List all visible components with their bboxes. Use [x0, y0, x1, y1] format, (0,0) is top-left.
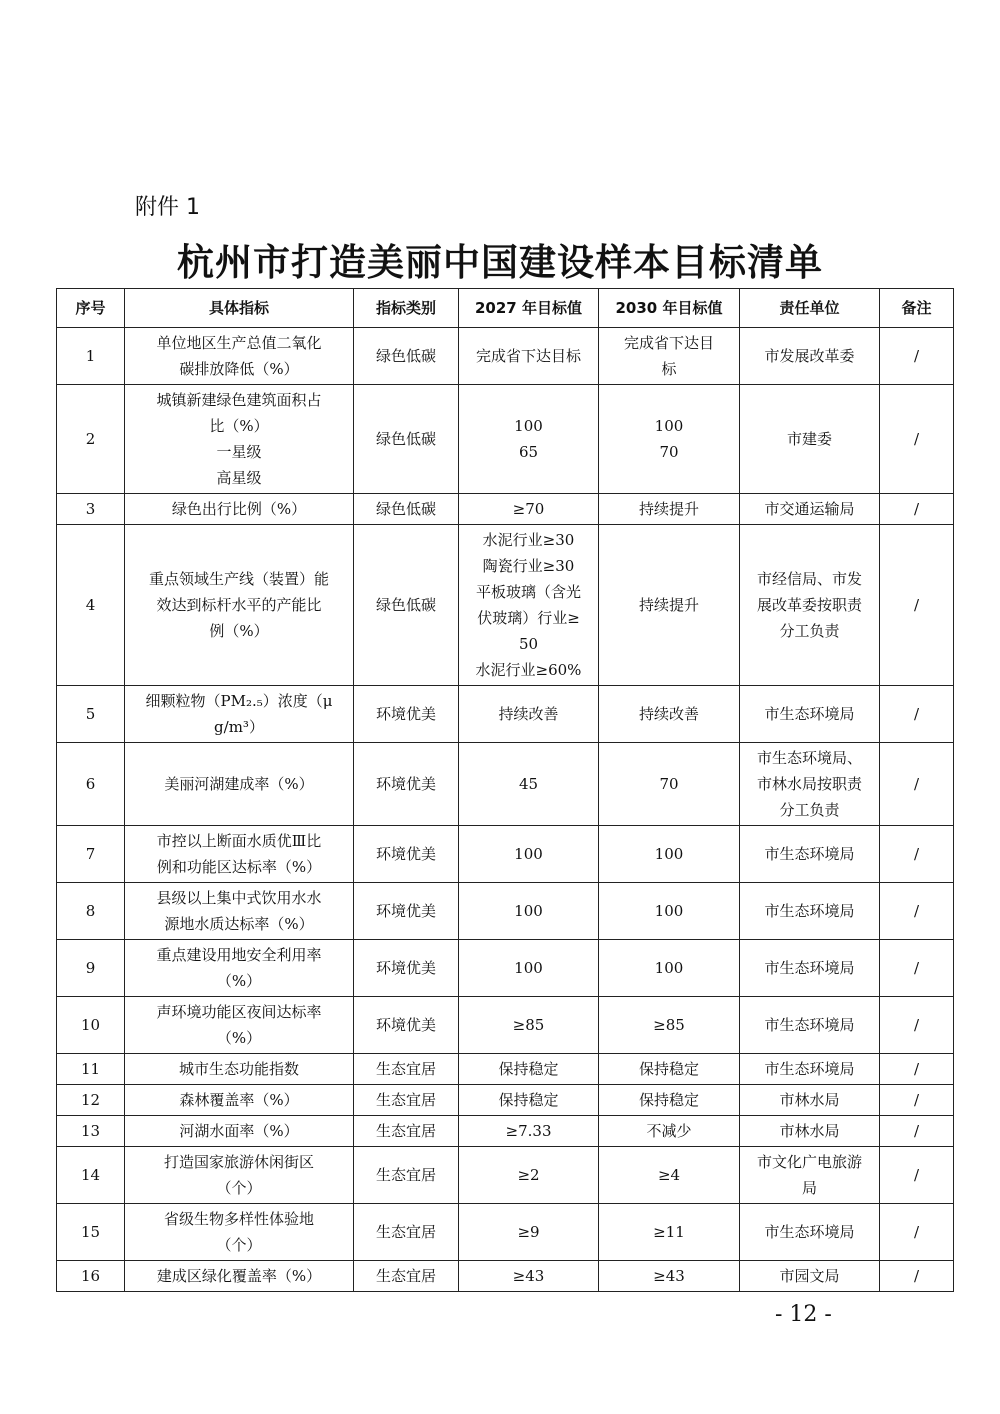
- cell-target-2027: ≥7.33: [459, 1116, 599, 1147]
- table-row: [57, 1116, 954, 1147]
- cell-category: 环境优美: [354, 686, 459, 743]
- cell-note: /: [880, 1204, 954, 1261]
- cell-indicator: 绿色出行比例（%）: [125, 494, 354, 525]
- cell-indicator: 森林覆盖率（%）: [125, 1085, 354, 1116]
- cell-target-2030: 保持稳定: [599, 1054, 740, 1085]
- cell-target-2030: 70: [599, 743, 740, 826]
- cell-target-2027: 100 65: [459, 385, 599, 494]
- table-row: [57, 1085, 954, 1116]
- cell-category: 绿色低碳: [354, 494, 459, 525]
- cell-note: /: [880, 328, 954, 385]
- cell-target-2027: ≥85: [459, 997, 599, 1054]
- cell-dept: 市生态环境局: [740, 826, 880, 883]
- table-row: [57, 743, 954, 826]
- cell-category: 环境优美: [354, 883, 459, 940]
- cell-no: 13: [57, 1116, 125, 1147]
- cell-indicator: 重点领域生产线（装置）能 效达到标杆水平的产能比 例（%）: [125, 525, 354, 686]
- cell-category: 绿色低碳: [354, 385, 459, 494]
- cell-category: 生态宜居: [354, 1054, 459, 1085]
- cell-dept: 市生态环境局: [740, 686, 880, 743]
- cell-target-2027: ≥2: [459, 1147, 599, 1204]
- cell-target-2027: 100: [459, 883, 599, 940]
- cell-target-2027: 100: [459, 940, 599, 997]
- table-row: [57, 328, 954, 385]
- header-no: 序号: [57, 289, 125, 328]
- cell-dept: 市林水局: [740, 1085, 880, 1116]
- cell-target-2027: 保持稳定: [459, 1085, 599, 1116]
- cell-target-2030: 100: [599, 940, 740, 997]
- cell-dept: 市文化广电旅游 局: [740, 1147, 880, 1204]
- cell-no: 3: [57, 494, 125, 525]
- cell-indicator: 打造国家旅游休闲街区 （个）: [125, 1147, 354, 1204]
- cell-target-2027: 100: [459, 826, 599, 883]
- cell-target-2030: ≥4: [599, 1147, 740, 1204]
- cell-no: 12: [57, 1085, 125, 1116]
- cell-category: 生态宜居: [354, 1085, 459, 1116]
- cell-target-2027: 持续改善: [459, 686, 599, 743]
- table-row: [57, 940, 954, 997]
- cell-dept: 市生态环境局: [740, 997, 880, 1054]
- cell-no: 15: [57, 1204, 125, 1261]
- cell-category: 环境优美: [354, 826, 459, 883]
- cell-target-2030: 不减少: [599, 1116, 740, 1147]
- cell-no: 1: [57, 328, 125, 385]
- cell-dept: 市生态环境局: [740, 883, 880, 940]
- cell-target-2030: 持续改善: [599, 686, 740, 743]
- table-row: [57, 883, 954, 940]
- cell-note: /: [880, 1261, 954, 1292]
- cell-indicator: 河湖水面率（%）: [125, 1116, 354, 1147]
- header-target-2027: 2027 年目标值: [459, 289, 599, 328]
- cell-dept: 市生态环境局、 市林水局按职责 分工负责: [740, 743, 880, 826]
- cell-no: 16: [57, 1261, 125, 1292]
- cell-category: 绿色低碳: [354, 328, 459, 385]
- cell-no: 11: [57, 1054, 125, 1085]
- cell-note: /: [880, 1116, 954, 1147]
- cell-indicator: 县级以上集中式饮用水水 源地水质达标率（%）: [125, 883, 354, 940]
- table-row: [57, 385, 954, 494]
- cell-dept: 市园文局: [740, 1261, 880, 1292]
- cell-note: /: [880, 1054, 954, 1085]
- header-indicator: 具体指标: [125, 289, 354, 328]
- cell-target-2027: 保持稳定: [459, 1054, 599, 1085]
- cell-indicator: 建成区绿化覆盖率（%）: [125, 1261, 354, 1292]
- cell-note: /: [880, 1147, 954, 1204]
- cell-category: 环境优美: [354, 940, 459, 997]
- attachment-label: 附件 1: [135, 195, 200, 220]
- cell-target-2030: 100: [599, 883, 740, 940]
- cell-category: 绿色低碳: [354, 525, 459, 686]
- document-title: 杭州市打造美丽中国建设样本目标清单: [177, 240, 823, 284]
- cell-indicator: 美丽河湖建成率（%）: [125, 743, 354, 826]
- table-row: [57, 1054, 954, 1085]
- cell-category: 生态宜居: [354, 1147, 459, 1204]
- cell-note: /: [880, 743, 954, 826]
- cell-no: 4: [57, 525, 125, 686]
- cell-indicator: 城镇新建绿色建筑面积占 比（%） 一星级 高星级: [125, 385, 354, 494]
- cell-category: 环境优美: [354, 997, 459, 1054]
- table-row: [57, 997, 954, 1054]
- cell-note: /: [880, 494, 954, 525]
- header-category: 指标类别: [354, 289, 459, 328]
- cell-note: /: [880, 997, 954, 1054]
- cell-indicator: 声环境功能区夜间达标率 （%）: [125, 997, 354, 1054]
- cell-dept: 市生态环境局: [740, 1204, 880, 1261]
- cell-indicator: 细颗粒物（PM₂.₅）浓度（μ g/m³）: [125, 686, 354, 743]
- cell-target-2027: ≥43: [459, 1261, 599, 1292]
- cell-target-2027: ≥9: [459, 1204, 599, 1261]
- cell-dept: 市经信局、市发 展改革委按职责 分工负责: [740, 525, 880, 686]
- cell-dept: 市建委: [740, 385, 880, 494]
- cell-note: /: [880, 940, 954, 997]
- cell-note: /: [880, 1085, 954, 1116]
- cell-target-2027: ≥70: [459, 494, 599, 525]
- table-row: [57, 525, 954, 686]
- cell-dept: 市生态环境局: [740, 940, 880, 997]
- cell-target-2030: 持续提升: [599, 525, 740, 686]
- cell-indicator: 城市生态功能指数: [125, 1054, 354, 1085]
- header-note: 备注: [880, 289, 954, 328]
- cell-target-2030: 100 70: [599, 385, 740, 494]
- cell-no: 5: [57, 686, 125, 743]
- cell-target-2030: ≥85: [599, 997, 740, 1054]
- table-row: [57, 686, 954, 743]
- cell-dept: 市发展改革委: [740, 328, 880, 385]
- cell-note: /: [880, 385, 954, 494]
- cell-category: 生态宜居: [354, 1204, 459, 1261]
- header-dept: 责任单位: [740, 289, 880, 328]
- cell-note: /: [880, 883, 954, 940]
- cell-no: 6: [57, 743, 125, 826]
- cell-target-2027: 45: [459, 743, 599, 826]
- cell-target-2030: 持续提升: [599, 494, 740, 525]
- page-number: - 12 -: [775, 1302, 832, 1327]
- cell-target-2030: 完成省下达目 标: [599, 328, 740, 385]
- cell-dept: 市林水局: [740, 1116, 880, 1147]
- table-row: [57, 826, 954, 883]
- cell-target-2030: ≥43: [599, 1261, 740, 1292]
- cell-indicator: 单位地区生产总值二氧化 碳排放降低（%）: [125, 328, 354, 385]
- cell-no: 2: [57, 385, 125, 494]
- cell-indicator: 市控以上断面水质优Ⅲ比 例和功能区达标率（%）: [125, 826, 354, 883]
- table-row: [57, 494, 954, 525]
- cell-no: 7: [57, 826, 125, 883]
- cell-no: 9: [57, 940, 125, 997]
- table-row: [57, 1147, 954, 1204]
- cell-indicator: 重点建设用地安全利用率 （%）: [125, 940, 354, 997]
- cell-no: 10: [57, 997, 125, 1054]
- targets-table: [56, 288, 954, 1292]
- table-row: [57, 1204, 954, 1261]
- table-header-row: [57, 289, 954, 328]
- cell-category: 生态宜居: [354, 1261, 459, 1292]
- cell-no: 14: [57, 1147, 125, 1204]
- cell-target-2027: 完成省下达目标: [459, 328, 599, 385]
- cell-category: 环境优美: [354, 743, 459, 826]
- cell-target-2030: ≥11: [599, 1204, 740, 1261]
- cell-note: /: [880, 525, 954, 686]
- cell-target-2027: 水泥行业≥30 陶瓷行业≥30 平板玻璃（含光 伏玻璃）行业≥ 50 水泥行业≥60%: [459, 525, 599, 686]
- cell-dept: 市交通运输局: [740, 494, 880, 525]
- cell-indicator: 省级生物多样性体验地 （个）: [125, 1204, 354, 1261]
- table-row: [57, 1261, 954, 1292]
- cell-target-2030: 保持稳定: [599, 1085, 740, 1116]
- header-target-2030: 2030 年目标值: [599, 289, 740, 328]
- cell-note: /: [880, 686, 954, 743]
- cell-target-2030: 100: [599, 826, 740, 883]
- cell-dept: 市生态环境局: [740, 1054, 880, 1085]
- cell-category: 生态宜居: [354, 1116, 459, 1147]
- cell-note: /: [880, 826, 954, 883]
- cell-no: 8: [57, 883, 125, 940]
